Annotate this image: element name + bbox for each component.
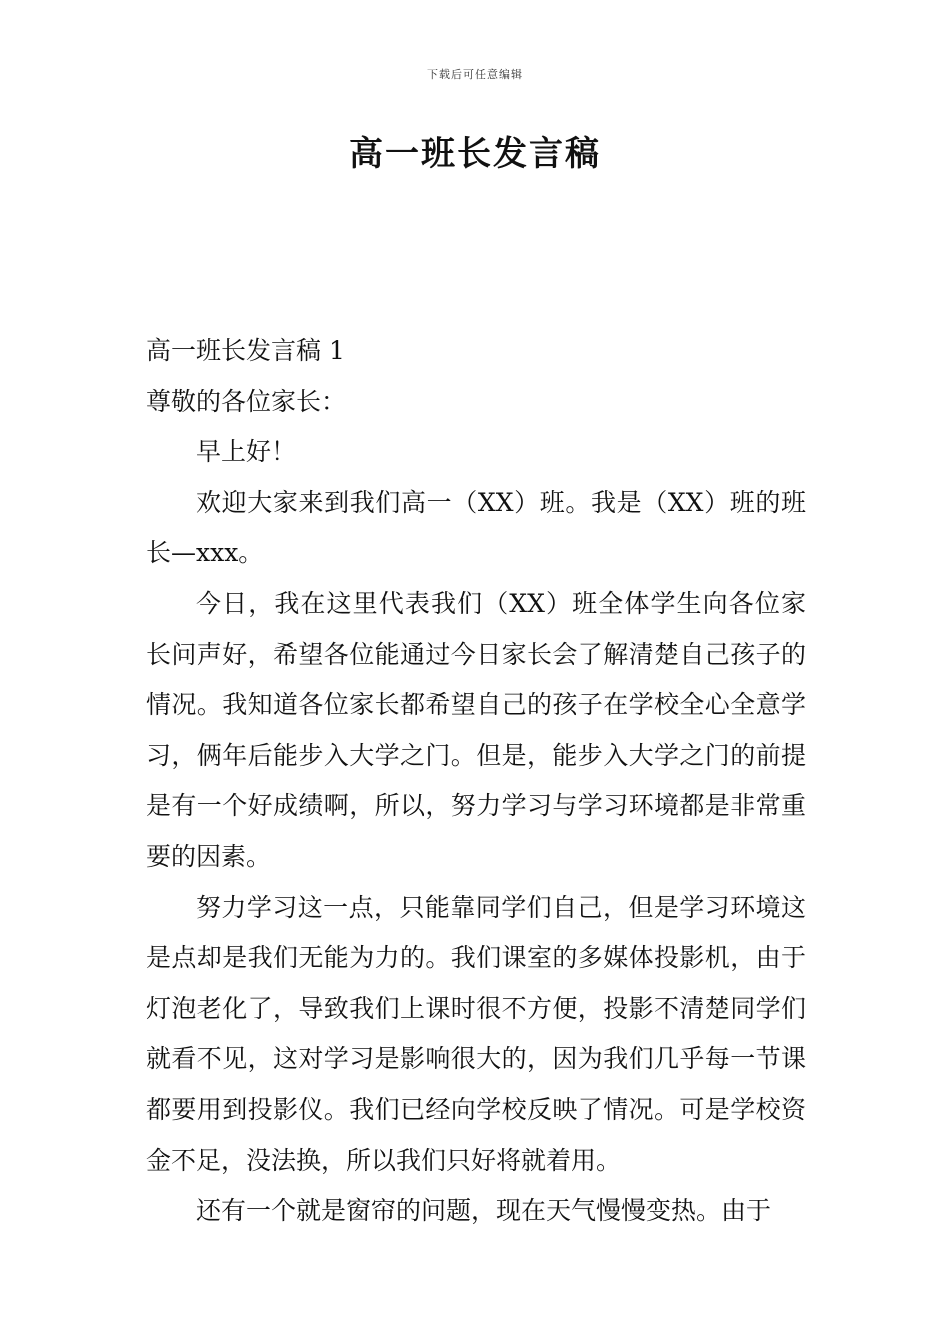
section-heading: 高一班长发言稿 1	[146, 336, 345, 365]
salutation: 尊敬的各位家长：	[146, 386, 347, 416]
document-body	[146, 326, 806, 1237]
paragraph-learning-environment: 努力学习这一点，只能靠同学们自己，但是学习环境这是点却是我们无能为力的。我们课室的多媒体投影机，由于灯泡老化了，导致我们上课时很不方便，投影不清楚同学们就看不见，这对学习是影响很大的，因为我们几乎每一节课都要用到投影仪。我们已经向学校反映了情况。可是学校资金不足，没法换，所以我们只好将就着用。	[146, 892, 806, 1175]
paragraph-introduction: 今日，我在这里代表我们（XX）班全体学生向各位家长问声好，希望各位能通过今日家长会了解清楚自己孩子的情况。我知道各位家长都希望自己的孩子在学校全心全意学习，俩年后能步入大学之门。但是，能步入大学之门的前提是有一个好成绩啊，所以，努力学习与学习环境都是非常重要的因素。	[146, 588, 806, 871]
paragraph-curtains: 还有一个就是窗帘的问题，现在天气慢慢变热。由于	[196, 1196, 772, 1226]
paragraph-welcome: 欢迎大家来到我们高一（XX）班。我是（XX）班的班长—xxx。	[146, 487, 806, 568]
header-note: 下载后可任意编辑	[427, 68, 523, 81]
paragraph-greeting: 早上好！	[196, 437, 297, 467]
document-title: 高一班长发言稿	[349, 134, 601, 174]
